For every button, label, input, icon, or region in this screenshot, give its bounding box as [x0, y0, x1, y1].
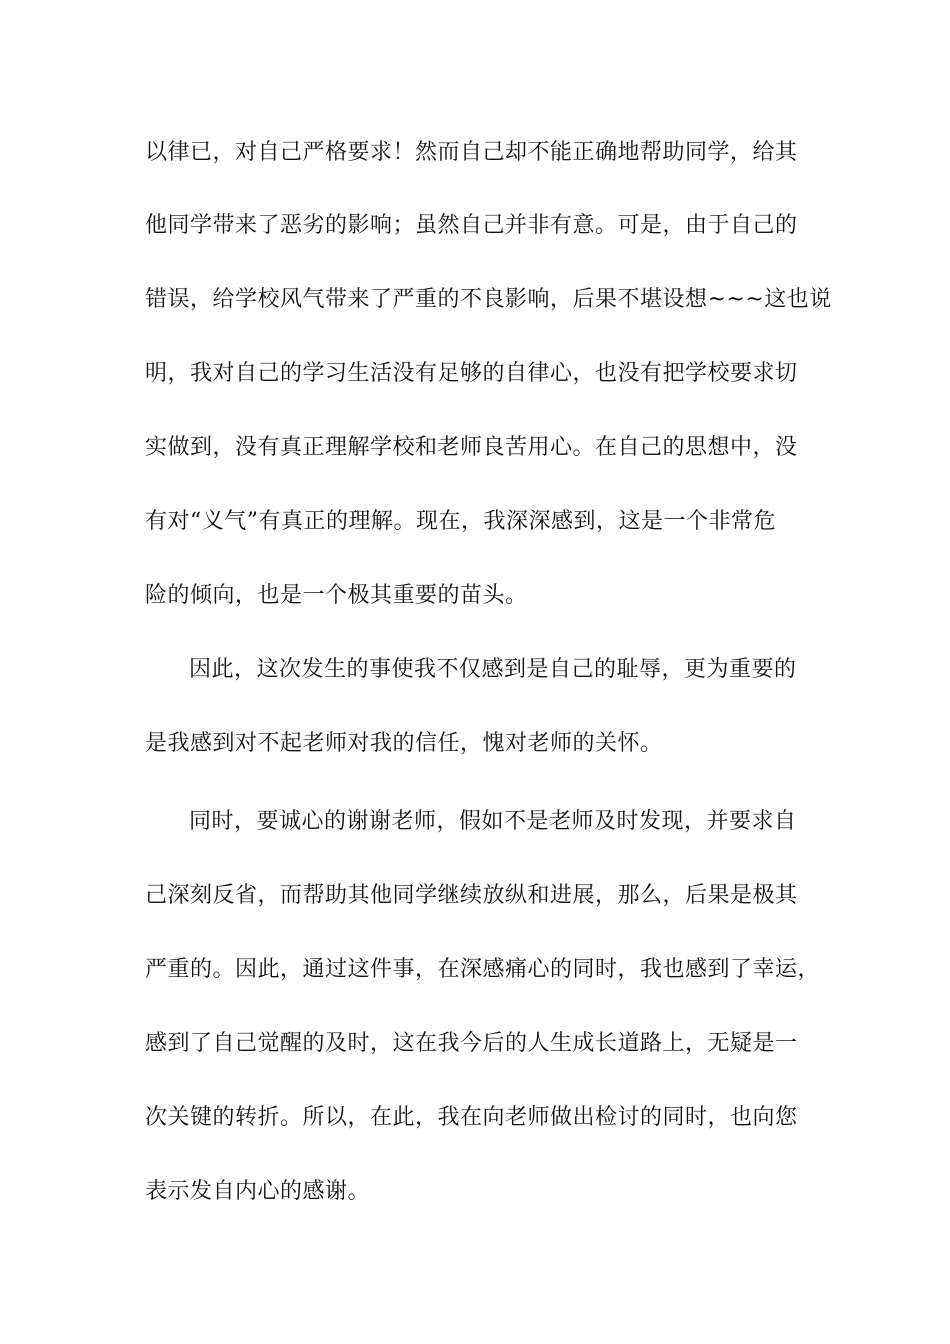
text-line: 己深刻反省，而帮助其他同学继续放纵和进展，那么，后果是极其 [145, 883, 798, 908]
text-line: 实做到，没有真正理解学校和老师良苦用心。在自己的思想中，没 [145, 435, 798, 460]
text-line: 险的倾向，也是一个极其重要的苗头。 [145, 583, 528, 608]
text-line: 严重的。因此，通过这件事，在深感痛心的同时，我也感到了幸运， [145, 957, 821, 982]
paragraph-start-line: 因此，这次发生的事使我不仅感到是自己的耻辱，更为重要的 [189, 657, 797, 682]
text-line: 以律已，对自己严格要求！然而自己却不能正确地帮助同学，给其 [145, 140, 798, 165]
text-line: 感到了自己觉醒的及时，这在我今后的人生成长道路上，无疑是一 [145, 1031, 798, 1056]
text-line: 错误，给学校风气带来了严重的不良影响，后果不堪设想~~~这也说 [145, 287, 832, 312]
text-line: 是我感到对不起老师对我的信任，愧对老师的关怀。 [145, 731, 663, 756]
text-line: 明，我对自己的学习生活没有足够的自律心，也没有把学校要求切 [145, 361, 798, 386]
paragraph-start-line: 同时，要诚心的谢谢老师，假如不是老师及时发现，并要求自 [189, 809, 797, 834]
text-line: 他同学带来了恶劣的影响；虽然自己并非有意。可是，由于自己的 [145, 213, 798, 238]
text-line: 次关键的转折。所以，在此，我在向老师做出检讨的同时，也向您 [145, 1105, 798, 1130]
text-line: 表示发自内心的感谢。 [145, 1179, 371, 1204]
text-line: 有对“义气”有真正的理解。现在，我深深感到，这是一个非常危 [145, 509, 776, 534]
